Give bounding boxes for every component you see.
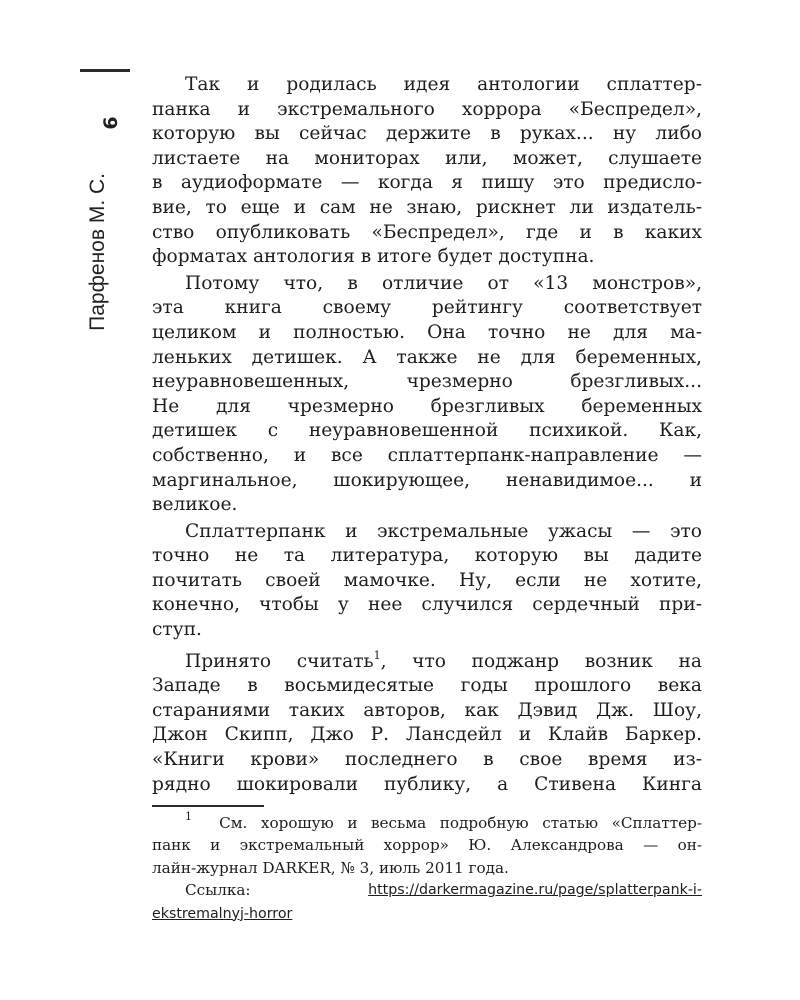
text-line: неуравновешенных, чрезмерно брезгливых... [152,371,702,393]
footnote-link-row [152,879,702,901]
text-line: ступ. [152,619,202,641]
footnote-text: См. хорошую и весьма подробную статью «Сплаттер- [219,814,702,832]
text-line: эта книга своему рейтингу соответствует [152,297,702,319]
text-line: конечно, чтобы у нее случился сердечный при- [152,594,702,616]
text-line: почитать своей мамочке. Ну, если не хотите, [152,569,702,591]
text-line: точно не та литература, которую вы дадите [152,545,702,567]
footnote-marker: 1 [185,810,192,823]
text-line: форматах антология в итоге будет доступна. [152,246,595,268]
paragraph-2 [152,272,702,518]
text-line: Так и родилась идея антологии сплаттер- [185,74,702,95]
paragraph-3 [152,520,702,643]
text-line: листаете на мониторах или, может, слушаете [152,147,702,169]
text-line: которую вы сейчас держите в руках... ну либо [152,123,702,145]
text-line: вие, то еще и сам не знаю, рискнет ли издатель- [152,196,702,218]
footnote-line: панк и экстремальный хоррор» Ю. Александрова — он- [152,836,702,855]
text-line: в аудиоформате — когда я пишу это предисло- [152,172,702,194]
text-line: «Книги крови» последнего в свое время из- [152,749,702,771]
body-text [152,73,702,797]
text-fragment: Принято считать [185,650,374,672]
text-line: маргинальное, шокирующее, ненавидимое... и [152,469,702,491]
text-line: рядно шокировали публику, а Стивена Кинга [152,773,702,795]
text-line: собственно, и все сплаттерпанк-направление — [152,444,702,466]
text-line [152,650,702,675]
footnote-divider [152,805,264,807]
text-line: ство опубликовать «Беспредел», где и в каких [152,221,702,243]
text-line: панка и экстремального хоррора «Беспредел», [152,98,702,120]
text-line: детишек с неуравновешенной психикой. Как, [152,420,702,442]
text-line: стараниями таких авторов, как Дэвид Дж. Шоу, [152,699,702,721]
text-line: Потому что, в отличие от «13 монстров», [185,272,702,294]
text-line: Сплаттерпанк и экстремальные ужасы — это [185,520,702,542]
footnote-reference[interactable]: 1 [373,648,381,662]
footnote-link-continued[interactable]: ekstremalnyj-horror [152,905,293,922]
text-line: леньких детишек. А также не для беременных, [152,346,702,368]
top-rule [80,69,130,72]
page-number: 6 [100,116,122,130]
text-line: Западе в восьмидесятые годы прошлого века [152,675,702,697]
paragraph-1 [152,73,702,270]
footnote-link[interactable]: https://darkermagazine.ru/page/splatterpank-i- [368,882,702,899]
paragraph-4 [152,650,702,798]
text-line: Джон Скипп, Джо Р. Лансдейл и Клайв Баркер. [152,724,702,746]
text-fragment: , что поджанр возник на [380,650,702,672]
running-head-author: Парфенов М. С. [86,173,109,331]
text-line: великое. [152,494,238,516]
footnote-line [152,812,702,834]
text-line: целиком и полностью. Она точно не для ма- [152,321,702,343]
footnote [152,812,702,925]
footnote-line: лайн-журнал DARKER, № 3, июль 2011 года. [152,858,509,877]
footnote-link-label: Ссылка: [185,881,251,900]
text-line: Не для чрезмерно брезгливых беременных [152,395,702,417]
